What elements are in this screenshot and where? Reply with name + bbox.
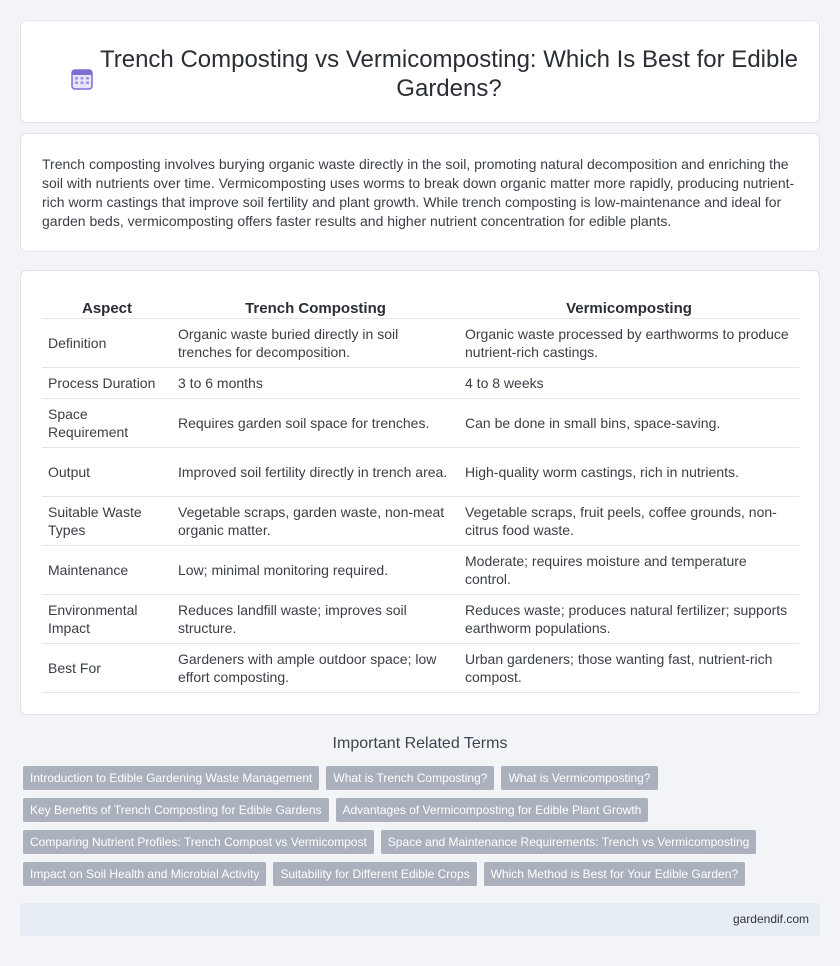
row-aspect: Output bbox=[42, 447, 172, 496]
row-vermi: High-quality worm castings, rich in nutrients. bbox=[459, 447, 799, 496]
footer-site-link[interactable]: gardendif.com bbox=[732, 912, 809, 926]
row-vermi: Can be done in small bins, space-saving. bbox=[459, 398, 799, 447]
related-terms-list bbox=[23, 766, 823, 894]
row-vermi: Reduces waste; produces natural fertilizer; supports earthworm populations. bbox=[459, 594, 799, 643]
table-row bbox=[42, 496, 799, 545]
footer bbox=[20, 903, 820, 936]
page-title: Trench Composting vs Vermicomposting: Which Is Best for Edible Gardens? bbox=[99, 46, 799, 102]
row-vermi: Moderate; requires moisture and temperature control. bbox=[459, 545, 799, 594]
header-vermicomposting: Vermicomposting bbox=[459, 296, 799, 318]
related-term-link[interactable]: Advantages of Vermicomposting for Edible Plant Growth bbox=[336, 798, 649, 822]
row-aspect: Suitable Waste Types bbox=[42, 496, 172, 545]
title-card bbox=[20, 20, 820, 123]
row-vermi: Vegetable scraps, fruit peels, coffee grounds, non-citrus food waste. bbox=[459, 496, 799, 545]
header-aspect: Aspect bbox=[42, 296, 172, 318]
row-aspect: Process Duration bbox=[42, 367, 172, 398]
related-term-link[interactable]: Space and Maintenance Requirements: Trench vs Vermicomposting bbox=[381, 830, 757, 854]
row-trench: Vegetable scraps, garden waste, non-meat organic matter. bbox=[172, 496, 459, 545]
row-trench: Gardeners with ample outdoor space; low effort composting. bbox=[172, 643, 459, 692]
table-row bbox=[42, 545, 799, 594]
header-trench-composting: Trench Composting bbox=[172, 296, 459, 318]
comparison-card bbox=[20, 270, 820, 715]
intro-paragraph: Trench composting involves burying organic waste directly in the soil, promoting natural decomposition and enriching the soil with nutrients over time. Vermicomposting uses worms to break down organic matter more rapidly, producing nutrient-rich worm castings that improve soil fertility and plant growth. While trench composting is low-maintenance and ideal for garden beds, vermicomposting offers faster results and higher nutrient concentration for edible plants. bbox=[42, 156, 795, 229]
row-vermi: Urban gardeners; those wanting fast, nutrient-rich compost. bbox=[459, 643, 799, 692]
table-header-row bbox=[42, 296, 799, 318]
row-trench: Organic waste buried directly in soil trenches for decomposition. bbox=[172, 318, 459, 367]
intro-card bbox=[20, 133, 820, 252]
row-aspect: Best For bbox=[42, 643, 172, 692]
comparison-table bbox=[42, 296, 799, 693]
row-vermi: 4 to 8 weeks bbox=[459, 367, 799, 398]
related-term-link[interactable]: Comparing Nutrient Profiles: Trench Compost vs Vermicompost bbox=[23, 830, 374, 854]
calendar-icon bbox=[70, 67, 94, 91]
row-trench: Improved soil fertility directly in trench area. bbox=[172, 447, 459, 496]
related-term-link[interactable]: Suitability for Different Edible Crops bbox=[273, 862, 476, 886]
row-aspect: Environmental Impact bbox=[42, 594, 172, 643]
related-term-link[interactable]: What is Trench Composting? bbox=[326, 766, 494, 790]
related-term-link[interactable]: What is Vermicomposting? bbox=[501, 766, 657, 790]
related-term-link[interactable]: Impact on Soil Health and Microbial Activity bbox=[23, 862, 266, 886]
related-term-link[interactable]: Introduction to Edible Gardening Waste Management bbox=[23, 766, 319, 790]
row-trench: Reduces landfill waste; improves soil structure. bbox=[172, 594, 459, 643]
row-aspect: Maintenance bbox=[42, 545, 172, 594]
table-row bbox=[42, 367, 799, 398]
related-term-link[interactable]: Key Benefits of Trench Composting for Edible Gardens bbox=[23, 798, 329, 822]
table-row bbox=[42, 594, 799, 643]
table-row bbox=[42, 318, 799, 367]
table-row bbox=[42, 447, 799, 496]
row-aspect: Space Requirement bbox=[42, 398, 172, 447]
row-vermi: Organic waste processed by earthworms to produce nutrient-rich castings. bbox=[459, 318, 799, 367]
row-trench: Requires garden soil space for trenches. bbox=[172, 398, 459, 447]
row-aspect: Definition bbox=[42, 318, 172, 367]
row-trench: Low; minimal monitoring required. bbox=[172, 545, 459, 594]
row-trench: 3 to 6 months bbox=[172, 367, 459, 398]
related-term-link[interactable]: Which Method is Best for Your Edible Garden? bbox=[484, 862, 745, 886]
related-terms-title: Important Related Terms bbox=[332, 735, 508, 752]
table-row bbox=[42, 398, 799, 447]
table-row bbox=[42, 643, 799, 692]
